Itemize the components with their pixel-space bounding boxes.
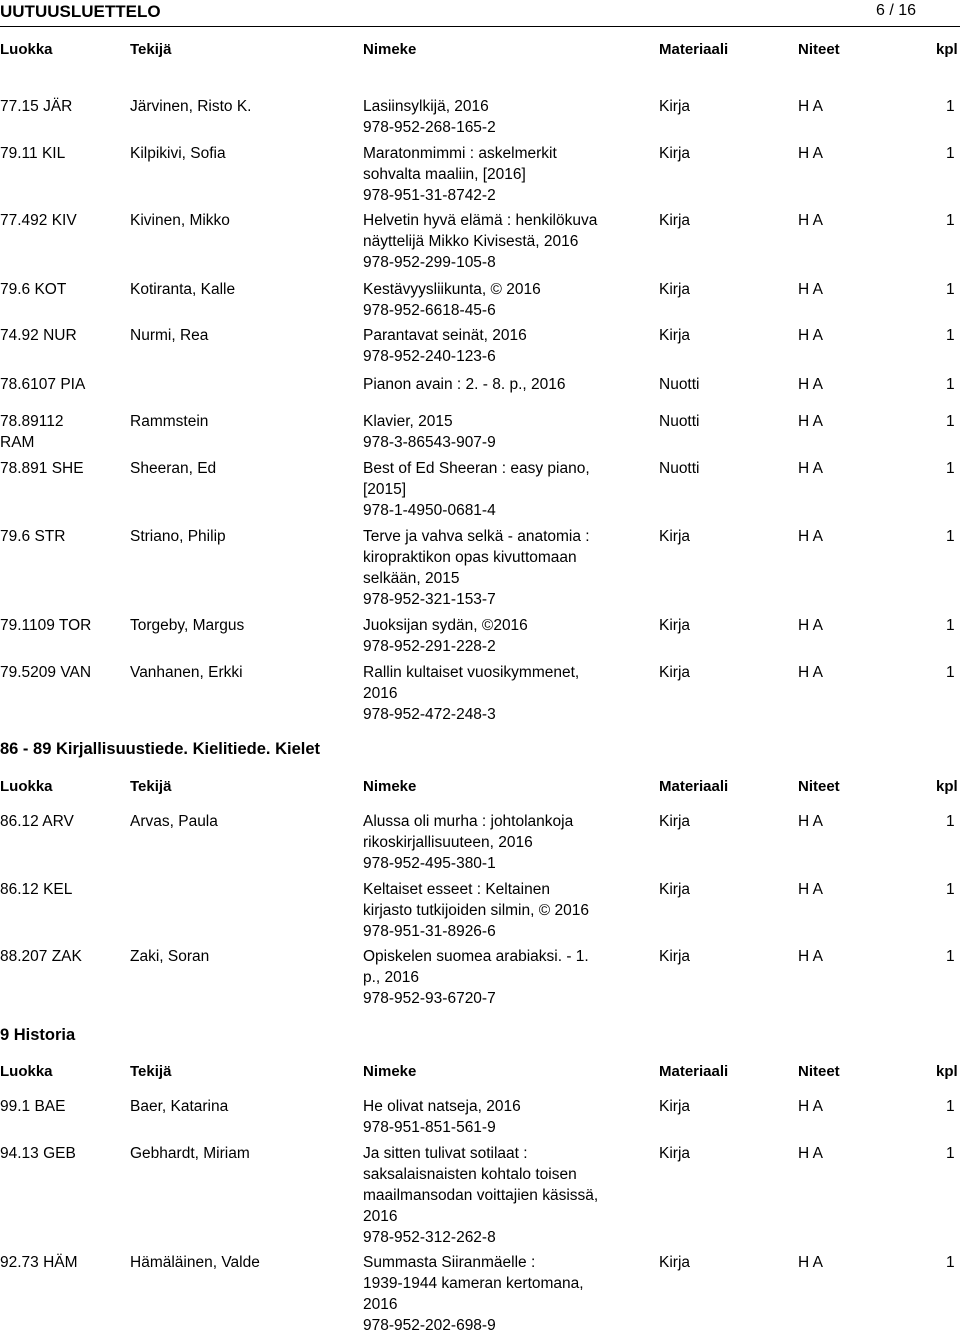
entry-materiaali: Kirja xyxy=(659,948,691,965)
entry-materiaali: Kirja xyxy=(659,664,691,681)
entry-kpl: 1 xyxy=(946,281,955,298)
entry-nimeke-line: 978-952-6618-45-6 xyxy=(363,302,496,319)
entry-nimeke xyxy=(363,1252,648,1336)
entry-nimeke xyxy=(363,946,648,1009)
entry-niteet: H A xyxy=(798,1254,823,1271)
entry-nimeke xyxy=(363,143,648,206)
entry-kpl: 1 xyxy=(946,327,955,344)
entry-luokka xyxy=(0,615,125,636)
entry-luokka xyxy=(0,374,125,395)
column-header-tekija: Tekijä xyxy=(130,778,172,795)
entry-kpl: 1 xyxy=(946,664,955,681)
entry-tekija xyxy=(130,210,355,231)
entry-nimeke-line: Kestävyysliikunta, © 2016 xyxy=(363,281,541,298)
entry-luokka xyxy=(0,662,125,683)
entry-luokka xyxy=(0,526,125,547)
entry-nimeke-line: Alussa oli murha : johtolankoja xyxy=(363,813,574,830)
entry-nimeke xyxy=(363,96,648,138)
entry-luokka xyxy=(0,143,125,164)
entry-nimeke-line: 978-952-321-153-7 xyxy=(363,591,496,608)
entry-nimeke xyxy=(363,662,648,725)
entry-luokka-line: 74.92 NUR xyxy=(0,327,77,344)
entry-niteet: H A xyxy=(798,617,823,634)
entry-tekija-line: Kivinen, Mikko xyxy=(130,212,230,229)
entry-tekija-line: Kotiranta, Kalle xyxy=(130,281,236,298)
entry-nimeke-line: 978-952-291-228-2 xyxy=(363,638,496,655)
entry-luokka-line: 94.13 GEB xyxy=(0,1145,76,1162)
column-header-tekija: Tekijä xyxy=(130,41,172,58)
entry-niteet: H A xyxy=(798,212,823,229)
section-title: 9 Historia xyxy=(0,1026,76,1044)
entry-materiaali: Kirja xyxy=(659,212,691,229)
entry-materiaali: Kirja xyxy=(659,528,691,545)
entry-tekija-line: Baer, Katarina xyxy=(130,1098,229,1115)
entry-niteet: H A xyxy=(798,664,823,681)
entry-nimeke-line: p., 2016 xyxy=(363,969,420,986)
entry-materiaali: Nuotti xyxy=(659,460,700,477)
entry-nimeke-line: 978-952-472-248-3 xyxy=(363,706,496,723)
entry-tekija xyxy=(130,1143,355,1164)
entry-luokka xyxy=(0,96,125,117)
entry-tekija xyxy=(130,279,355,300)
entry-kpl: 1 xyxy=(946,617,955,634)
entry-nimeke xyxy=(363,325,648,367)
entry-luokka xyxy=(0,1252,125,1273)
entry-nimeke-line: 978-952-312-262-8 xyxy=(363,1229,496,1246)
document-title: UUTUUSLUETTELO xyxy=(0,2,161,21)
entry-tekija-line: Järvinen, Risto K. xyxy=(130,98,252,115)
column-header-row xyxy=(0,41,960,61)
entry-kpl: 1 xyxy=(946,1098,955,1115)
entry-luokka-line: 79.11 KIL xyxy=(0,145,66,162)
entry-luokka-line: 79.6 STR xyxy=(0,528,66,545)
entry-materiaali: Kirja xyxy=(659,881,691,898)
entry-luokka-line: 79.1109 TOR xyxy=(0,617,92,634)
entry-tekija xyxy=(130,96,355,117)
entry-nimeke xyxy=(363,526,648,610)
entry-nimeke-line: Helvetin hyvä elämä : henkilökuva xyxy=(363,212,598,229)
entry-materiaali: Kirja xyxy=(659,1145,691,1162)
entry-tekija-line: Gebhardt, Miriam xyxy=(130,1145,250,1162)
entry-tekija xyxy=(130,1096,355,1117)
entry-kpl: 1 xyxy=(946,98,955,115)
entry-tekija-line: Hämäläinen, Valde xyxy=(130,1254,260,1271)
entry-nimeke xyxy=(363,811,648,874)
page-number: 6 / 16 xyxy=(875,2,916,19)
entry-luokka-line: 77.15 JÄR xyxy=(0,98,73,115)
entry-tekija xyxy=(130,458,355,479)
entry-nimeke-line: 2016 xyxy=(363,685,398,702)
entry-luokka-line: 79.6 KOT xyxy=(0,281,67,298)
entry-nimeke-line: sohvalta maaliin, [2016] xyxy=(363,166,526,183)
entry-nimeke-line: 978-951-31-8742-2 xyxy=(363,187,496,204)
entry-nimeke-line: kiropraktikon opas kivuttomaan xyxy=(363,549,577,566)
entry-nimeke-line: 978-952-93-6720-7 xyxy=(363,990,496,1007)
entry-niteet: H A xyxy=(798,281,823,298)
entry-niteet: H A xyxy=(798,1098,823,1115)
column-header-luokka: Luokka xyxy=(0,1063,53,1080)
entry-luokka xyxy=(0,279,125,300)
entry-tekija-line: Striano, Philip xyxy=(130,528,226,545)
entry-materiaali: Kirja xyxy=(659,281,691,298)
entry-kpl: 1 xyxy=(946,212,955,229)
entry-nimeke xyxy=(363,879,648,942)
entry-luokka xyxy=(0,946,125,967)
entry-materiaali: Kirja xyxy=(659,617,691,634)
entry-nimeke-line: 978-952-240-123-6 xyxy=(363,348,496,365)
column-header-kpl: kpl xyxy=(936,778,958,795)
entry-tekija xyxy=(130,946,355,967)
section-title: 86 - 89 Kirjallisuustiede. Kielitiede. Kielet xyxy=(0,740,321,758)
entry-nimeke-line: Juoksijan sydän, ©2016 xyxy=(363,617,528,634)
entry-luokka xyxy=(0,811,125,832)
entry-kpl: 1 xyxy=(946,145,955,162)
entry-nimeke xyxy=(363,615,648,657)
entry-luokka xyxy=(0,879,125,900)
entry-nimeke-line: Ja sitten tulivat sotilaat : xyxy=(363,1145,528,1162)
entry-tekija xyxy=(130,411,355,432)
column-header-row xyxy=(0,1063,960,1083)
entry-luokka-line: 88.207 ZAK xyxy=(0,948,82,965)
entry-nimeke-line: 978-1-4950-0681-4 xyxy=(363,502,496,519)
entry-materiaali: Nuotti xyxy=(659,376,700,393)
entry-materiaali: Kirja xyxy=(659,98,691,115)
entry-materiaali: Kirja xyxy=(659,145,691,162)
entry-luokka xyxy=(0,1143,125,1164)
entry-nimeke-line: Lasiinsylkijä, 2016 xyxy=(363,98,489,115)
entry-nimeke-line: Terve ja vahva selkä - anatomia : xyxy=(363,528,590,545)
entry-materiaali: Kirja xyxy=(659,813,691,830)
entry-nimeke-line: Summasta Siiranmäelle : xyxy=(363,1254,536,1271)
entry-nimeke xyxy=(363,374,648,395)
entry-niteet: H A xyxy=(798,528,823,545)
entry-nimeke xyxy=(363,1143,648,1248)
entry-nimeke-line: saksalaisnaisten kohtalo toisen xyxy=(363,1166,577,1183)
entry-luokka xyxy=(0,325,125,346)
entry-tekija xyxy=(130,1252,355,1273)
column-header-materiaali: Materiaali xyxy=(659,41,729,58)
entry-kpl: 1 xyxy=(946,1145,955,1162)
entry-niteet: H A xyxy=(798,460,823,477)
entry-nimeke-line: Pianon avain : 2. - 8. p., 2016 xyxy=(363,376,566,393)
entry-tekija-line: Sheeran, Ed xyxy=(130,460,217,477)
entry-nimeke-line: Parantavat seinät, 2016 xyxy=(363,327,527,344)
entry-nimeke xyxy=(363,279,648,321)
entry-nimeke-line: rikoskirjallisuuteen, 2016 xyxy=(363,834,533,851)
entry-nimeke-line: Maratonmimmi : askelmerkit xyxy=(363,145,557,162)
column-header-luokka: Luokka xyxy=(0,778,53,795)
entry-kpl: 1 xyxy=(946,948,955,965)
entry-nimeke-line: [2015] xyxy=(363,481,407,498)
entry-nimeke-line: kirjasto tutkijoiden silmin, © 2016 xyxy=(363,902,589,919)
column-header-materiaali: Materiaali xyxy=(659,1063,729,1080)
entry-tekija-line: Rammstein xyxy=(130,413,209,430)
column-header-materiaali: Materiaali xyxy=(659,778,729,795)
column-header-niteet: Niteet xyxy=(798,1063,840,1080)
entry-niteet: H A xyxy=(798,948,823,965)
entry-nimeke-line: selkään, 2015 xyxy=(363,570,460,587)
entry-luokka-line: 77.492 KIV xyxy=(0,212,77,229)
entry-nimeke-line: He olivat natseja, 2016 xyxy=(363,1098,521,1115)
column-header-nimeke: Nimeke xyxy=(363,778,417,795)
entry-niteet: H A xyxy=(798,813,823,830)
entry-nimeke-line: 978-951-31-8926-6 xyxy=(363,923,496,940)
entry-kpl: 1 xyxy=(946,528,955,545)
entry-tekija xyxy=(130,811,355,832)
entry-materiaali: Kirja xyxy=(659,327,691,344)
entry-nimeke-line: Keltaiset esseet : Keltainen xyxy=(363,881,550,898)
entry-nimeke-line: 978-952-202-698-9 xyxy=(363,1317,496,1334)
entry-materiaali: Nuotti xyxy=(659,413,700,430)
entry-nimeke-line: 978-952-495-380-1 xyxy=(363,855,496,872)
entry-nimeke xyxy=(363,458,648,521)
entry-kpl: 1 xyxy=(946,460,955,477)
entry-nimeke xyxy=(363,210,648,273)
entry-luokka-line: 78.6107 PIA xyxy=(0,376,86,393)
entry-tekija-line: Torgeby, Margus xyxy=(130,617,245,634)
entry-materiaali: Kirja xyxy=(659,1098,691,1115)
header-divider xyxy=(0,26,960,27)
entry-niteet: H A xyxy=(798,881,823,898)
entry-nimeke-line: Rallin kultaiset vuosikymmenet, xyxy=(363,664,580,681)
column-header-kpl: kpl xyxy=(936,1063,958,1080)
entry-nimeke-line: Opiskelen suomea arabiaksi. - 1. xyxy=(363,948,589,965)
column-header-tekija: Tekijä xyxy=(130,1063,172,1080)
entry-nimeke-line: 2016 xyxy=(363,1296,398,1313)
entry-tekija xyxy=(130,615,355,636)
entry-tekija-line: Zaki, Soran xyxy=(130,948,210,965)
entry-nimeke-line: 978-952-299-105-8 xyxy=(363,254,496,271)
column-header-luokka: Luokka xyxy=(0,41,53,58)
entry-kpl: 1 xyxy=(946,813,955,830)
column-header-niteet: Niteet xyxy=(798,778,840,795)
entry-kpl: 1 xyxy=(946,413,955,430)
entry-nimeke xyxy=(363,411,648,453)
entry-nimeke-line: 978-3-86543-907-9 xyxy=(363,434,496,451)
entry-niteet: H A xyxy=(798,376,823,393)
entry-luokka-line: 86.12 ARV xyxy=(0,813,74,830)
column-header-nimeke: Nimeke xyxy=(363,41,417,58)
entry-nimeke xyxy=(363,1096,648,1138)
entry-luokka-line: RAM xyxy=(0,434,35,451)
entry-niteet: H A xyxy=(798,413,823,430)
entry-luokka-line: 78.89112 xyxy=(0,413,64,430)
entry-niteet: H A xyxy=(798,145,823,162)
entry-luokka-line: 99.1 BAE xyxy=(0,1098,66,1115)
entry-luokka-line: 78.891 SHE xyxy=(0,460,84,477)
entry-luokka-line: 92.73 HÄM xyxy=(0,1254,78,1271)
entry-luokka-line: 79.5209 VAN xyxy=(0,664,92,681)
entry-tekija xyxy=(130,325,355,346)
page-header xyxy=(0,0,960,24)
entry-tekija xyxy=(130,662,355,683)
column-header-row xyxy=(0,778,960,798)
column-header-niteet: Niteet xyxy=(798,41,840,58)
column-header-nimeke: Nimeke xyxy=(363,1063,417,1080)
entry-luokka xyxy=(0,411,125,453)
entry-nimeke-line: maailmansodan voittajien käsissä, xyxy=(363,1187,599,1204)
entry-luokka xyxy=(0,210,125,231)
entry-luokka xyxy=(0,1096,125,1117)
entry-nimeke-line: Klavier, 2015 xyxy=(363,413,453,430)
entry-nimeke-line: Best of Ed Sheeran : easy piano, xyxy=(363,460,590,477)
entry-niteet: H A xyxy=(798,327,823,344)
column-header-kpl: kpl xyxy=(936,41,958,58)
entry-tekija-line: Vanhanen, Erkki xyxy=(130,664,243,681)
entry-kpl: 1 xyxy=(946,1254,955,1271)
entry-nimeke-line: 2016 xyxy=(363,1208,398,1225)
entry-kpl: 1 xyxy=(946,376,955,393)
entry-niteet: H A xyxy=(798,98,823,115)
entry-materiaali: Kirja xyxy=(659,1254,691,1271)
entry-nimeke-line: 978-952-268-165-2 xyxy=(363,119,496,136)
entry-tekija-line: Kilpikivi, Sofia xyxy=(130,145,226,162)
entry-tekija xyxy=(130,526,355,547)
entry-tekija xyxy=(130,143,355,164)
entry-luokka xyxy=(0,458,125,479)
entry-nimeke-line: 978-951-851-561-9 xyxy=(363,1119,496,1136)
entry-tekija-line: Nurmi, Rea xyxy=(130,327,209,344)
entry-kpl: 1 xyxy=(946,881,955,898)
entry-luokka-line: 86.12 KEL xyxy=(0,881,73,898)
entry-niteet: H A xyxy=(798,1145,823,1162)
entry-nimeke-line: 1939-1944 kameran kertomana, xyxy=(363,1275,584,1292)
entry-nimeke-line: näyttelijä Mikko Kivisestä, 2016 xyxy=(363,233,579,250)
entry-tekija-line: Arvas, Paula xyxy=(130,813,218,830)
